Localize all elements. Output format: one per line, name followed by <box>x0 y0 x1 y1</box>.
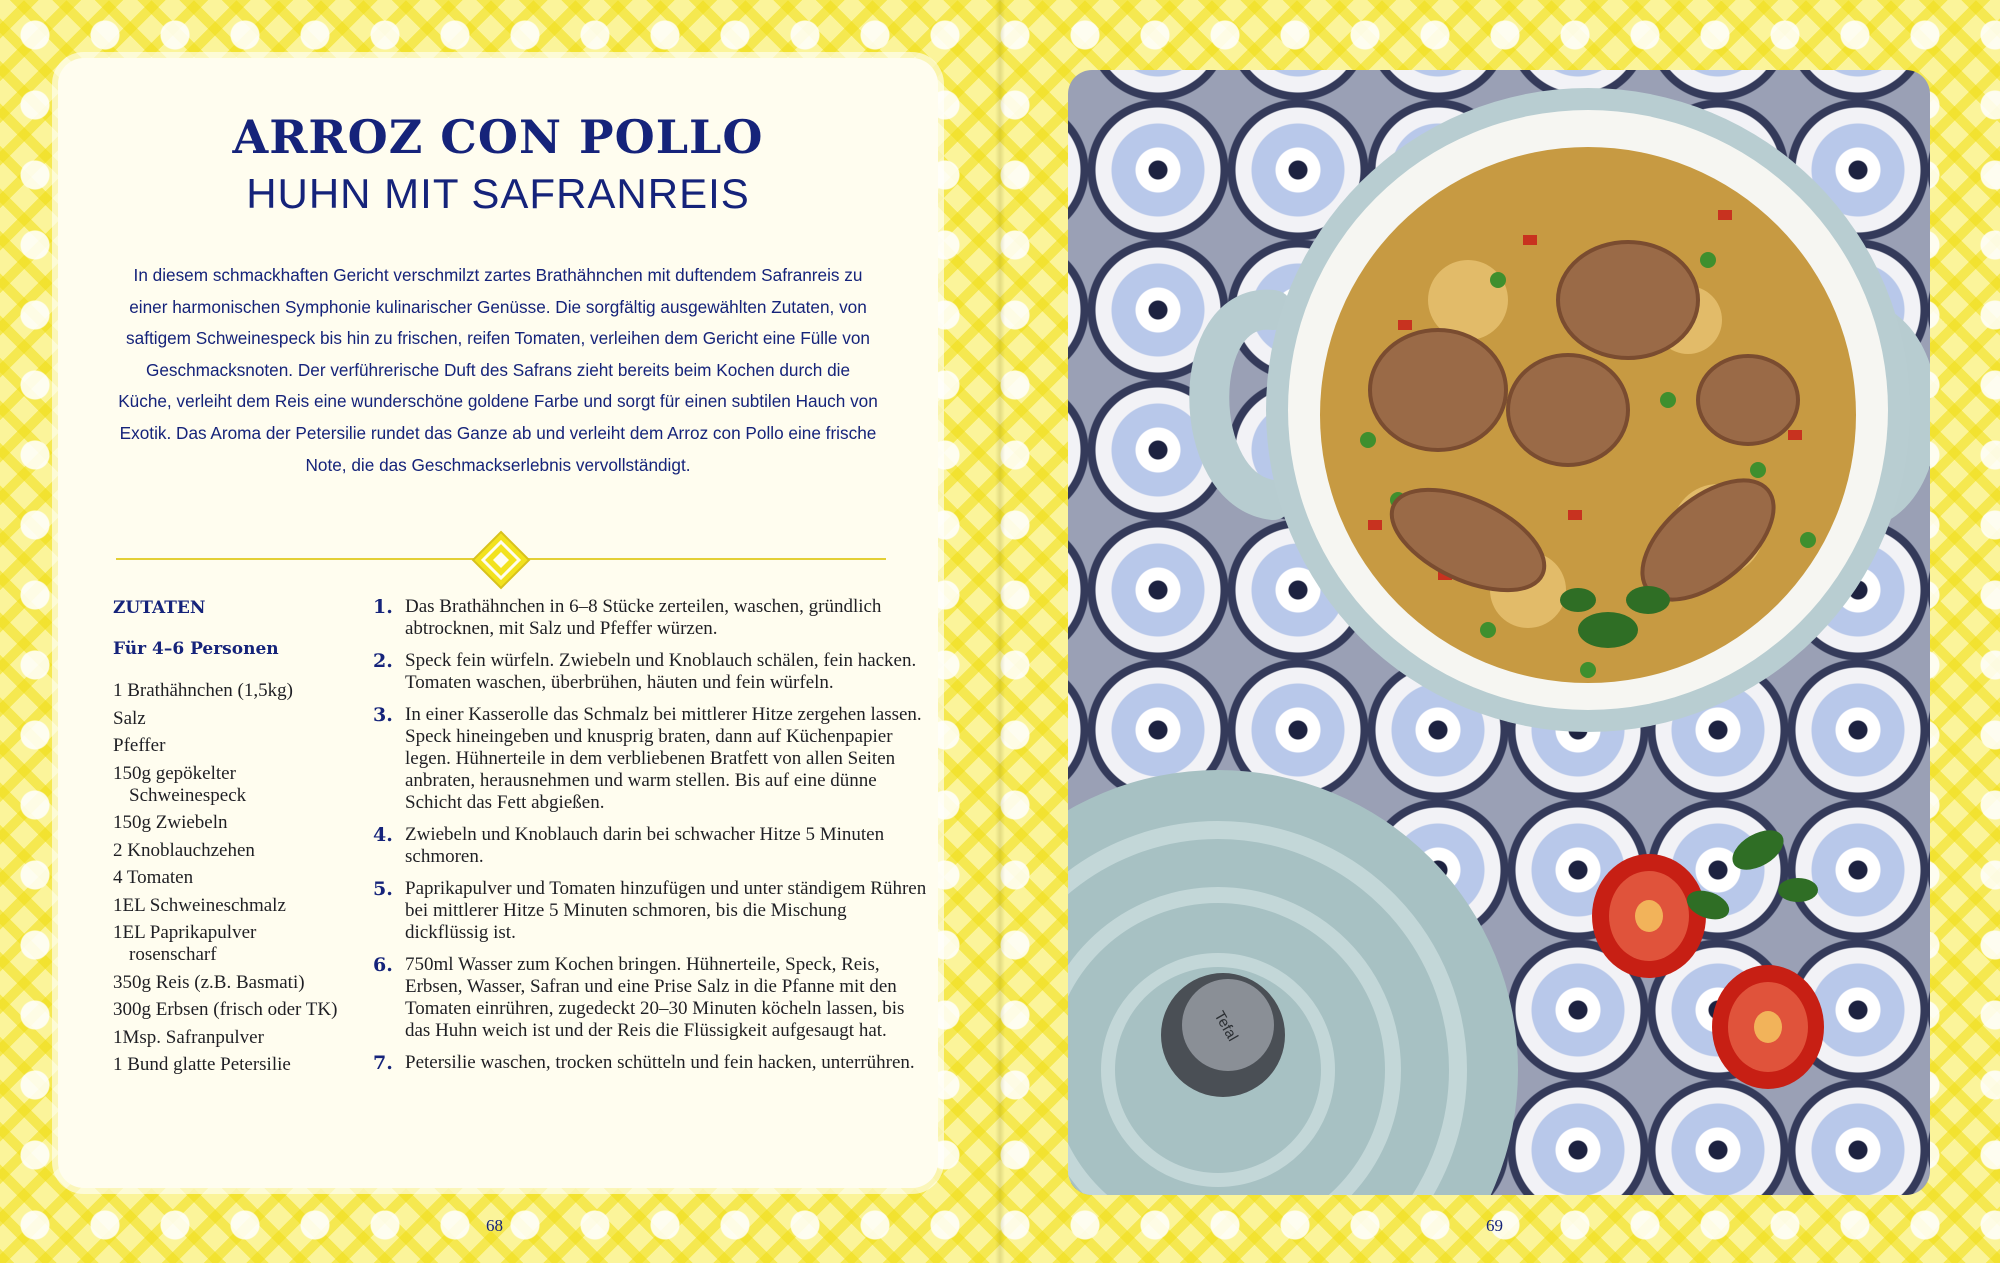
step-text: Speck fein würfeln. Zwiebeln und Knoblauch schälen, fein hacken. Tomaten waschen, überbrühen, häuten und fein würfeln. <box>405 650 917 693</box>
step-item <box>373 704 933 814</box>
tomato-half-1 <box>1592 854 1706 978</box>
book-fold <box>995 0 1005 1263</box>
lid-brand-text: Tefal <box>1210 1008 1242 1045</box>
step-text: 750ml Wasser zum Kochen bringen. Hühnerteile, Speck, Reis, Erbsen, Wasser, Safran und eine Prise Salz in die Pfanne mit den Tomaten einrühren, zugedeckt 20–30 Minuten köcheln lassen, bis das Huhn weich ist und der Reis die Flüssigkeit aufgesaugt hat. <box>405 954 905 1041</box>
list-item: 150g gepökelter Schweinespeck <box>113 762 247 806</box>
list-item: 1 Bund glatte Petersilie <box>113 1054 291 1075</box>
page-number-left: 68 <box>486 1216 503 1235</box>
tomato-half-2 <box>1712 965 1824 1089</box>
divider-line-left <box>116 558 476 560</box>
step-number: 7. <box>373 1052 393 1074</box>
step-item <box>373 824 933 868</box>
servings-label: Für 4–6 Personen <box>113 639 279 659</box>
list-item: 1Msp. Safranpulver <box>113 1026 264 1048</box>
step-number: 1. <box>373 596 393 618</box>
list-item: 1EL Paprikapulver rosenscharf <box>113 922 257 965</box>
step-item <box>373 1052 933 1074</box>
step-item <box>373 954 933 1042</box>
recipe-title: ARROZ CON POLLO <box>232 110 764 164</box>
step-text: Paprikapulver und Tomaten hinzufügen und unter ständigem Rühren bei mittlerer Hitze 5 Minuten schmoren, bis die Mischung dickflüssig ist. <box>405 878 927 943</box>
dish-illustration <box>1068 70 1930 1195</box>
ingredients-heading: ZUTATEN <box>113 598 206 618</box>
step-text: Zwiebeln und Knoblauch darin bei schwacher Hitze 5 Minuten schmoren. <box>405 824 885 867</box>
page-number-right: 69 <box>1486 1216 1503 1235</box>
step-item <box>373 650 933 694</box>
list-item: 150g Zwiebeln <box>113 812 228 833</box>
step-number: 5. <box>373 878 393 900</box>
list-item: 1 Brathähnchen (1,5kg) <box>113 680 293 701</box>
step-text: Das Brathähnchen in 6–8 Stücke zerteilen, waschen, gründlich abtrocknen, mit Salz und Pfeffer würzen. <box>405 596 882 639</box>
step-number: 4. <box>373 824 393 846</box>
step-text: In einer Kasserolle das Schmalz bei mittlerer Hitze zergehen lassen. Speck hineingeben und knusprig braten, dann auf Küchenpapier legen. Hühnerteile in dem verbliebenen Bratfett von allen Seiten anbraten, herausnehmen und warm stellen. Bis auf eine dünne Schicht das Fett abgießen. <box>405 704 922 813</box>
list-item: 300g Erbsen (frisch oder TK) <box>113 999 338 1020</box>
parsley-sprig <box>1683 822 1818 925</box>
recipe-intro: In diesem schmackhaften Gericht verschmilzt zartes Brathähnchen mit duftendem Safranreis zu einer harmonischen Symphonie kulinarischer Genüsse. Die sorgfältig ausgewählten Zutaten, von saftigem Schweinespeck bis hin zu frischen, reifen Tomaten, verleihen dem Gericht eine Fülle von Geschmacksnoten. Der verführerische Duft des Safrans zieht bereits beim Kochen durch die Küche, verleiht dem Reis eine wunderschöne goldene Farbe und sorgt für einen subtilen Hauch von Exotik. Das Aroma der Petersilie rundet das Ganze ab und verleiht dem Arroz con Pollo eine frische Note, die das Geschmackserlebnis vervollständigt. <box>118 265 878 475</box>
list-item: 350g Reis (z.B. Basmati) <box>113 971 305 993</box>
recipe-page <box>58 58 938 1188</box>
list-item: 4 Tomaten <box>113 867 194 888</box>
recipe-subtitle: HUHN MIT SAFRANREIS <box>246 170 750 217</box>
step-number: 3. <box>373 704 393 726</box>
list-item: 1EL Schweineschmalz <box>113 894 286 916</box>
step-number: 2. <box>373 650 393 672</box>
list-item: Salz <box>113 707 146 729</box>
list-item: Pfeffer <box>113 735 166 756</box>
ornamental-divider <box>116 528 886 588</box>
step-item <box>373 878 933 944</box>
divider-line-right <box>526 558 886 560</box>
list-item: 2 Knoblauchzehen <box>113 839 255 861</box>
steps-list <box>373 596 933 1084</box>
step-item <box>373 596 933 640</box>
diamond-ornament-icon <box>471 530 531 590</box>
pot-handle-left <box>1209 310 1273 500</box>
dish-photo <box>1068 70 1930 1195</box>
step-number: 6. <box>373 954 393 976</box>
ingredients-list <box>113 680 343 1082</box>
step-text: Petersilie waschen, trocken schütteln und fein hacken, unterrühren. <box>405 1052 915 1073</box>
